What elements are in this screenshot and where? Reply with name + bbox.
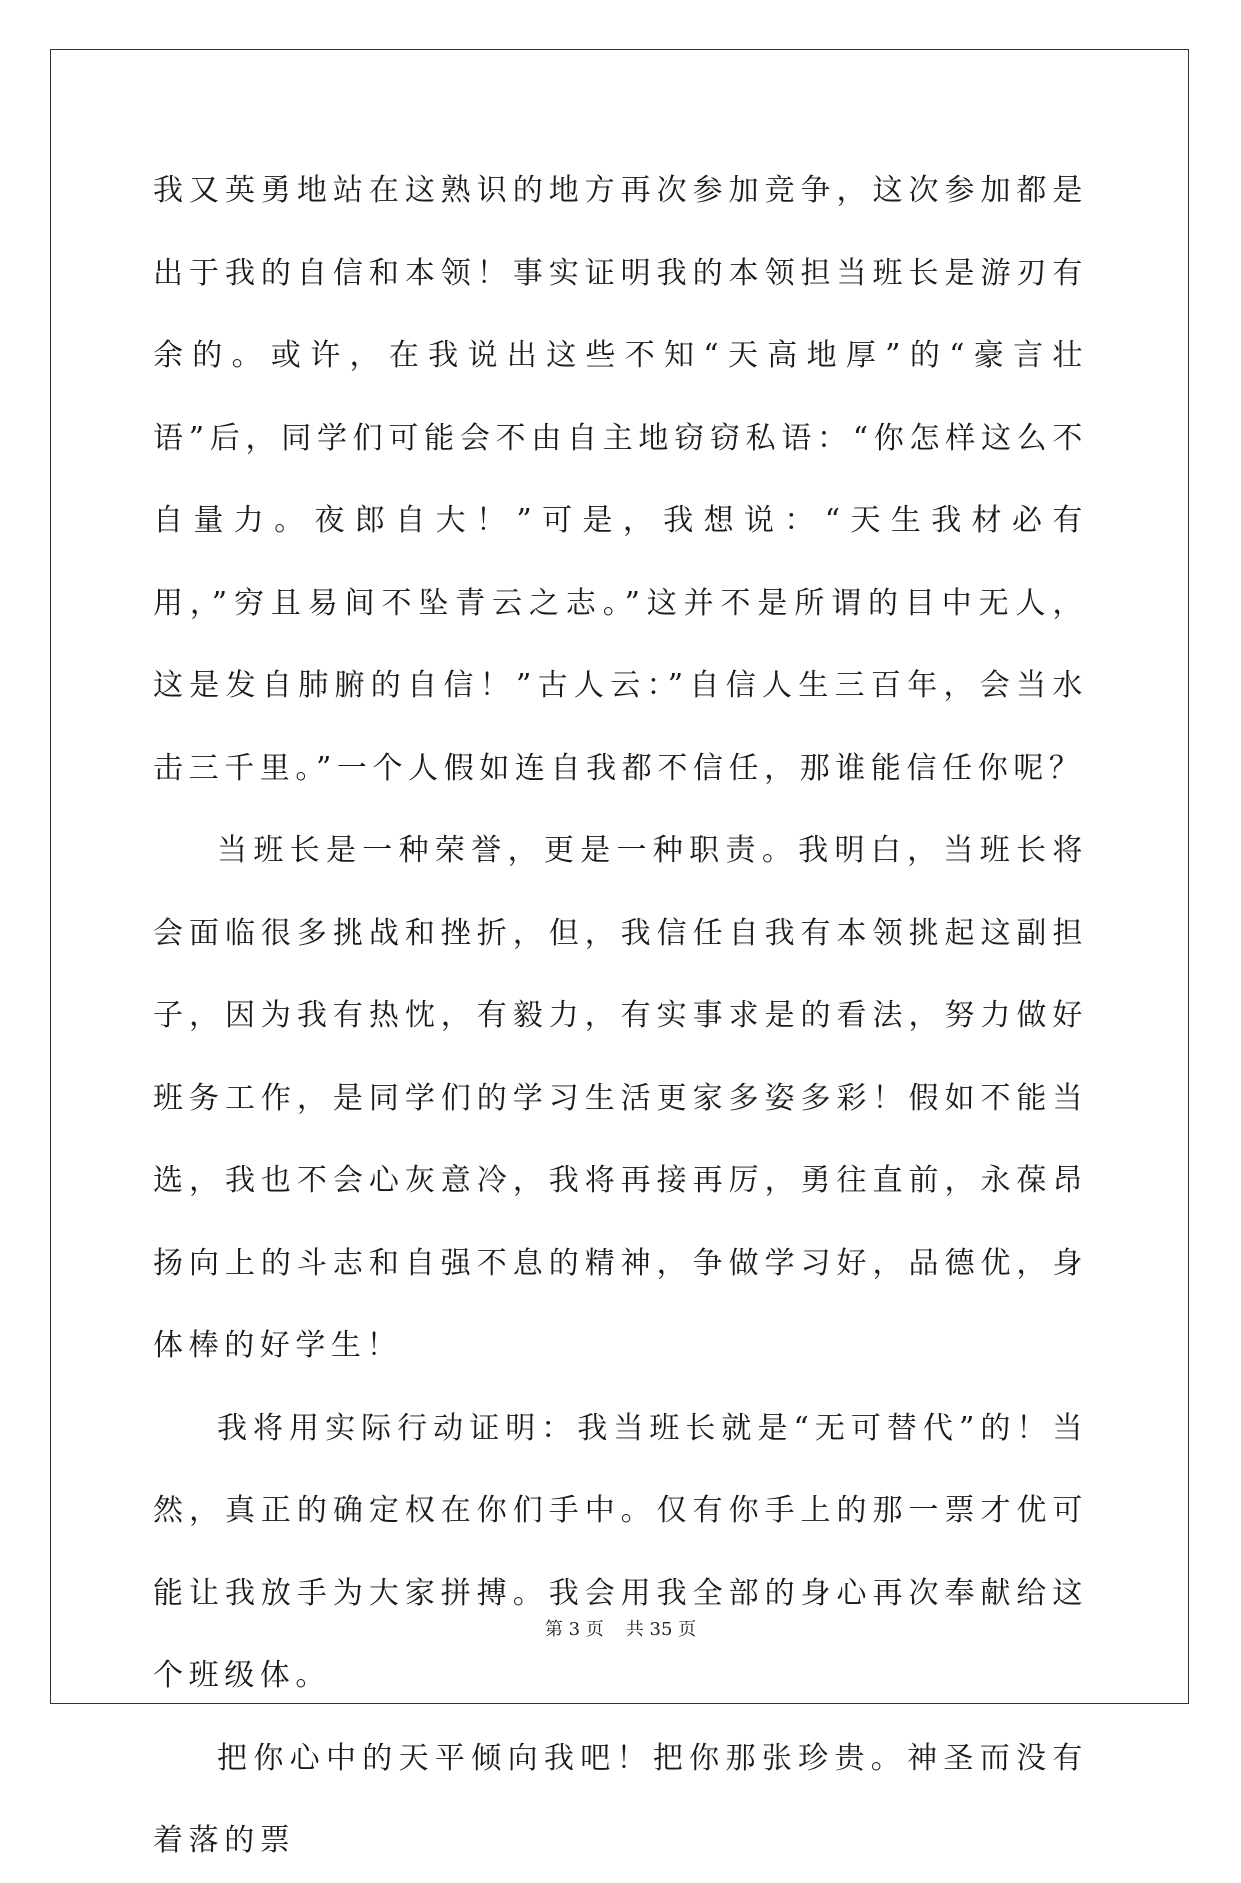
page-footer	[0, 1615, 1241, 1641]
paragraph-1: 我又英勇地站在这熟识的地方再次参加竞争，这次参加都是出于我的自信和本领！事实证明我的本领担当班长是游刃有余的。或许，在我说出这些不知“天高地厚”的“豪言壮语”后，同学们可能会不由自主地窃窃私语：“你怎样这么不自量力。夜郎自大！”可是，我想说：“天生我材必有用，”穷且易间不坠青云之志。”这并不是所谓的目中无人，这是发自肺腑的自信！”古人云：”自信人生三百年，会当水击三千里。”一个人假如连自我都不信任，那谁能信任你呢？	[153, 173, 1088, 786]
page-number: 第 3 页	[544, 1619, 604, 1640]
page-total: 共 35 页	[625, 1619, 697, 1640]
paragraph-3: 我将用实际行动证明：我当班长就是“无可替代”的！当然，真正的确定权在你们手中。仅有你手上的那一票才优可能让我放手为大家拼搏。我会用我全部的身心再次奉献给这个班级体。	[153, 1410, 1088, 1693]
paragraph-2: 当班长是一种荣誉，更是一种职责。我明白，当班长将会面临很多挑战和挫折，但，我信任自我有本领挑起这副担子，因为我有热忱，有毅力，有实事求是的看法，努力做好班务工作，是同学们的学习生活更家多姿多彩！假如不能当选，我也不会心灰意冷，我将再接再厉，勇往直前，永葆昂扬向上的斗志和自强不息的精神，争做学习好，品德优，身体棒的好学生！	[153, 833, 1088, 1363]
paragraph-4: 把你心中的天平倾向我吧！把你那张珍贵。神圣而没有着落的票	[153, 1740, 1088, 1858]
